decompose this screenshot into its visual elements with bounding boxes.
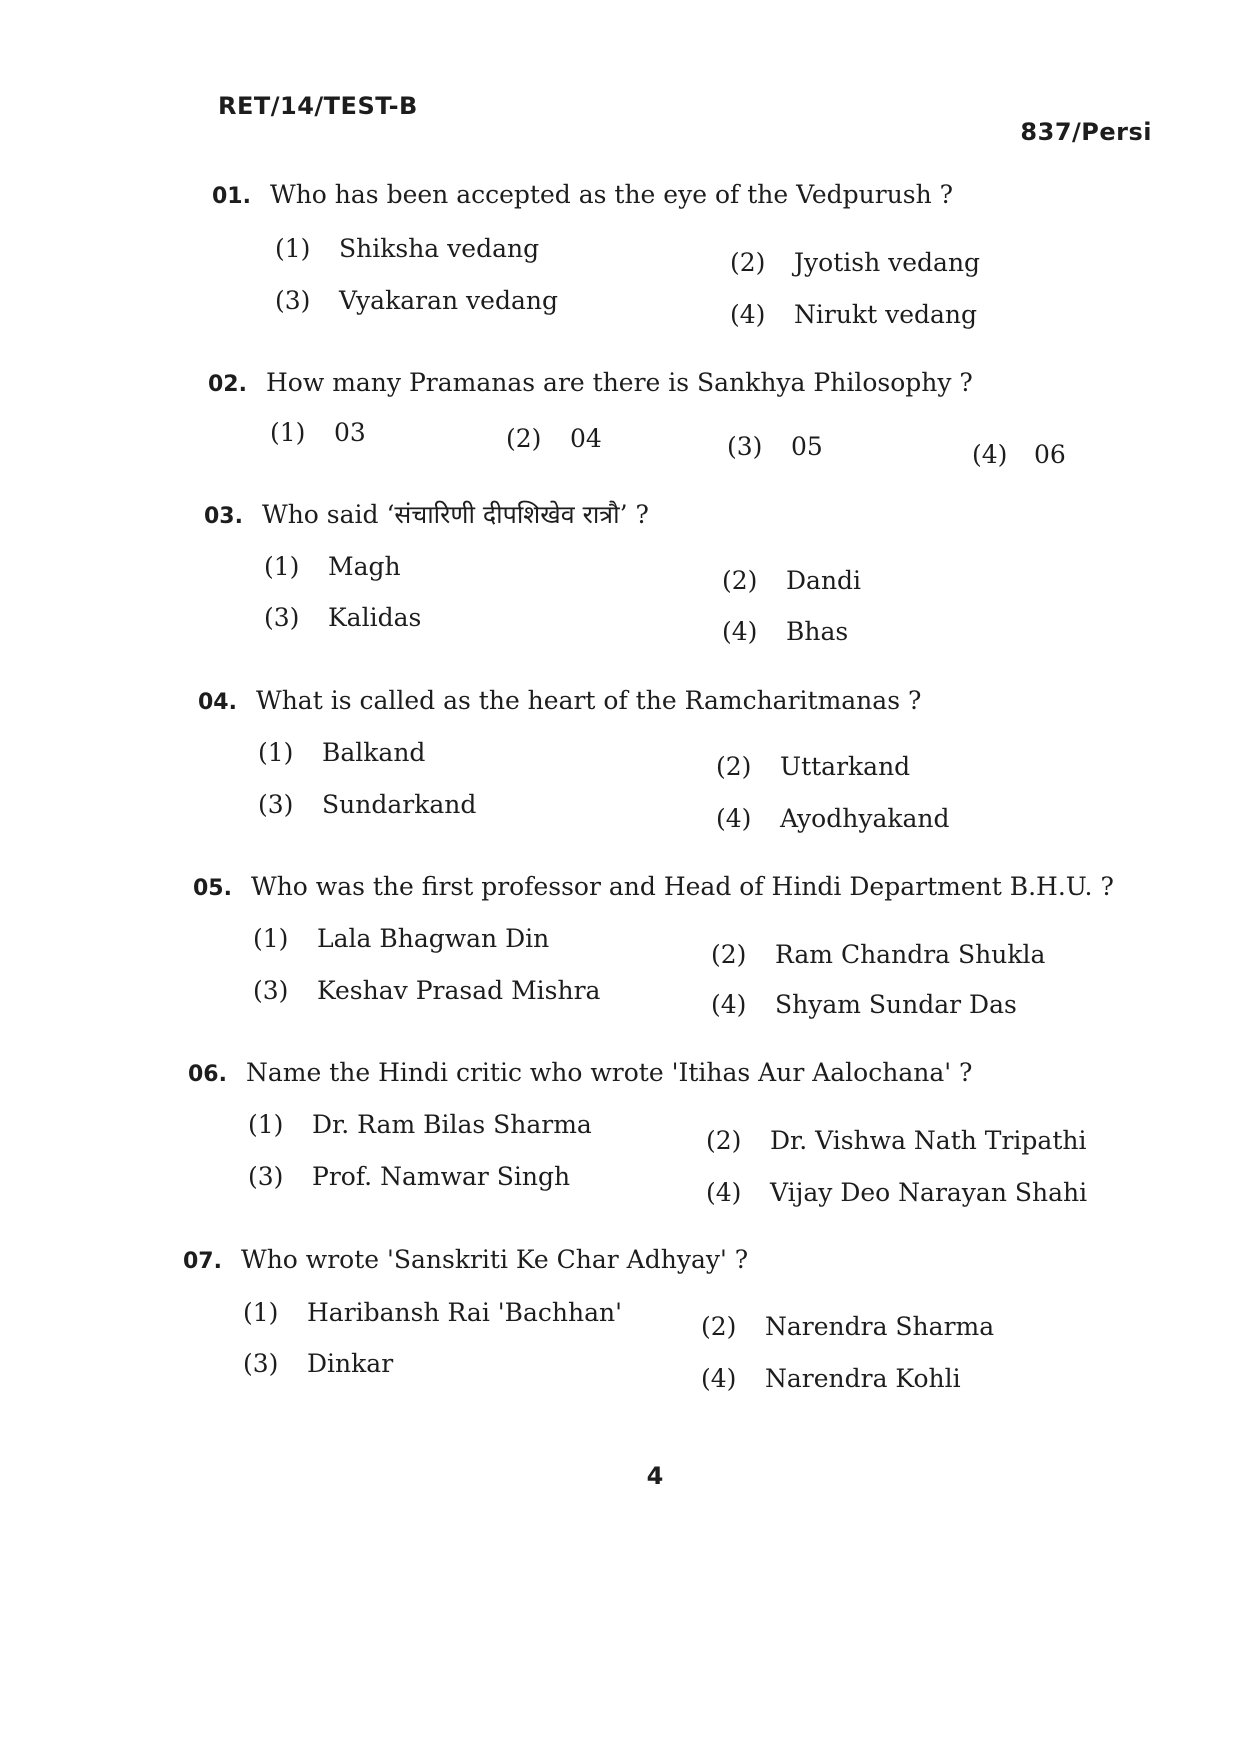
option-3: (3) Prof. Namwar Singh xyxy=(248,1162,571,1191)
question-text: How many Pramanas are there is Sankhya Philosophy ? xyxy=(266,368,973,397)
option-text: Kalidas xyxy=(328,603,422,632)
option-text: Dinkar xyxy=(307,1349,394,1378)
option-text: Nirukt vedang xyxy=(794,300,977,329)
question-text: Who was the first professor and Head of Hindi Department B.H.U. ? xyxy=(251,872,1114,901)
option-1: (1) Lala Bhagwan Din xyxy=(253,924,550,953)
option-3: (3) Sundarkand xyxy=(258,790,477,819)
question-text: What is called as the heart of the Ramcharitmanas ? xyxy=(256,686,922,715)
option-text: Narendra Sharma xyxy=(765,1312,995,1341)
question-05 xyxy=(193,872,1114,902)
question-06 xyxy=(188,1058,972,1088)
option-2: (2) Ram Chandra Shukla xyxy=(711,940,1046,969)
question-text: Who wrote 'Sanskriti Ke Char Adhyay' ? xyxy=(241,1245,749,1274)
question-number: 05. xyxy=(193,876,232,901)
option-text: Shyam Sundar Das xyxy=(775,990,1017,1019)
question-01 xyxy=(212,180,953,210)
option-text: Bhas xyxy=(786,617,849,646)
option-3: (3) Keshav Prasad Mishra xyxy=(253,976,601,1005)
option-3: (3) Vyakaran vedang xyxy=(275,286,558,315)
option-text: Prof. Namwar Singh xyxy=(312,1162,571,1191)
option-text: Vijay Deo Narayan Shahi xyxy=(770,1178,1088,1207)
option-4: (4) Bhas xyxy=(722,617,849,646)
option-text: Narendra Kohli xyxy=(765,1364,961,1393)
option-1: (1) Dr. Ram Bilas Sharma xyxy=(248,1110,592,1139)
option-4: (4) Ayodhyakand xyxy=(716,804,950,833)
option-text: Vyakaran vedang xyxy=(339,286,558,315)
subject-code: 837/Persi xyxy=(1020,118,1152,146)
option-text: 06 xyxy=(1034,440,1066,469)
option-1: (1) Shiksha vedang xyxy=(275,234,540,263)
option-3: (3) 05 xyxy=(727,432,823,461)
option-4: (4) Narendra Kohli xyxy=(701,1364,961,1393)
page-number: 4 xyxy=(646,1462,664,1490)
option-text: Dandi xyxy=(786,566,862,595)
option-text: 05 xyxy=(791,432,823,461)
option-4: (4) Vijay Deo Narayan Shahi xyxy=(706,1178,1088,1207)
option-text: Haribansh Rai 'Bachhan' xyxy=(307,1298,623,1327)
option-2: (2) Uttarkand xyxy=(716,752,911,781)
question-text: Name the Hindi critic who wrote 'Itihas Aur Aalochana' ? xyxy=(246,1058,973,1087)
question-07 xyxy=(183,1245,748,1275)
option-text: Ram Chandra Shukla xyxy=(775,940,1046,969)
question-03 xyxy=(204,500,649,530)
option-4: (4) Shyam Sundar Das xyxy=(711,990,1017,1019)
question-text: Who has been accepted as the eye of the Vedpurush ? xyxy=(270,180,954,209)
option-1: (1) Balkand xyxy=(258,738,426,767)
option-4: (4) Nirukt vedang xyxy=(730,300,977,329)
option-2: (2) Dr. Vishwa Nath Tripathi xyxy=(706,1126,1087,1155)
option-text: Shiksha vedang xyxy=(339,234,540,263)
question-number: 07. xyxy=(183,1249,222,1274)
option-3: (3) Dinkar xyxy=(243,1349,394,1378)
option-text: Jyotish vedang xyxy=(794,248,981,277)
option-4: (4) 06 xyxy=(972,440,1066,469)
option-text: 03 xyxy=(334,418,366,447)
paper-code: RET/14/TEST-B xyxy=(218,92,418,120)
question-number: 03. xyxy=(204,504,243,529)
option-2: (2) Dandi xyxy=(722,566,862,595)
option-text: Balkand xyxy=(322,738,426,767)
option-text: Keshav Prasad Mishra xyxy=(317,976,601,1005)
option-2: (2) Narendra Sharma xyxy=(701,1312,995,1341)
option-text: Ayodhyakand xyxy=(780,804,950,833)
option-text: Sundarkand xyxy=(322,790,477,819)
option-1: (1) Haribansh Rai 'Bachhan' xyxy=(243,1298,623,1327)
question-number: 01. xyxy=(212,184,251,209)
question-number: 02. xyxy=(208,372,247,397)
option-text: Dr. Vishwa Nath Tripathi xyxy=(770,1126,1087,1155)
option-text: Lala Bhagwan Din xyxy=(317,924,550,953)
option-1: (1) Magh xyxy=(264,552,401,581)
option-text: 04 xyxy=(570,424,602,453)
option-2: (2) 04 xyxy=(506,424,602,453)
option-2: (2) Jyotish vedang xyxy=(730,248,981,277)
question-text: Who said ‘संचारिणी दीपशिखेव रात्रौ’ ? xyxy=(262,500,649,529)
option-text: Uttarkand xyxy=(780,752,911,781)
question-02 xyxy=(208,368,973,398)
option-3: (3) Kalidas xyxy=(264,603,422,632)
question-number: 04. xyxy=(198,690,237,715)
option-text: Magh xyxy=(328,552,401,581)
question-04 xyxy=(198,686,921,716)
option-1: (1) 03 xyxy=(270,418,366,447)
question-number: 06. xyxy=(188,1062,227,1087)
option-text: Dr. Ram Bilas Sharma xyxy=(312,1110,592,1139)
